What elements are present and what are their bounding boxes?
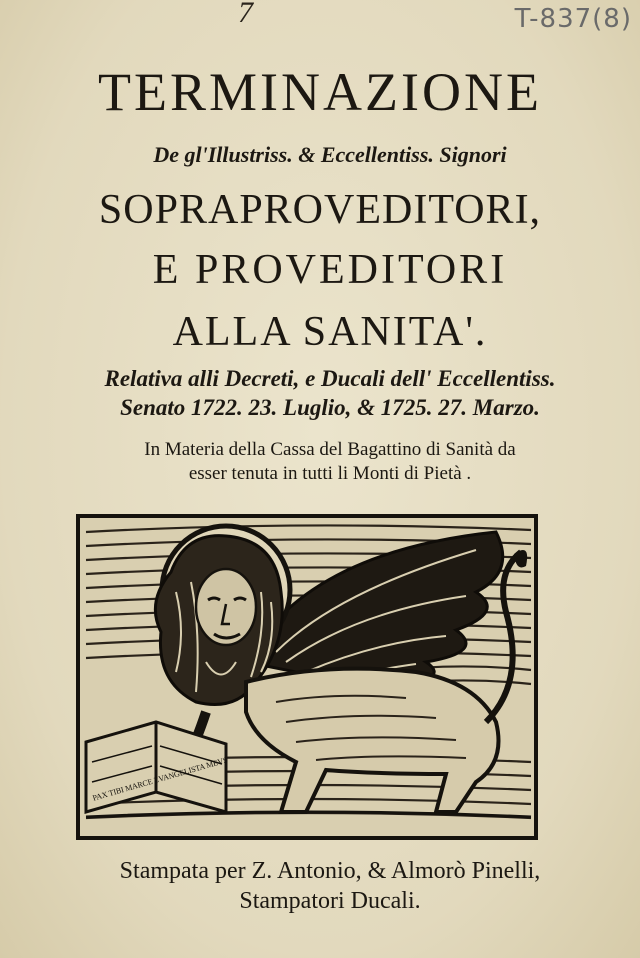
lion-of-saint-mark-woodcut bbox=[76, 512, 538, 842]
book-inscription: PAX TIBI MARCE EVANGELISTA MEVS bbox=[91, 755, 229, 803]
heading-proveditori: E PROVEDITORI bbox=[152, 247, 508, 293]
reference-line-2: Senato 1722. 23. Luglio, & 1725. 27. Marzo. bbox=[120, 395, 540, 420]
imprint-line-1: Stampata per Z. Antonio, & Almorò Pinelli, bbox=[119, 858, 541, 884]
reference-line-1: Relativa alli Decreti, e Ducali dell' Eccellentiss. bbox=[104, 366, 556, 391]
subject-line-2: esser tenuta in tutti li Monti di Pietà . bbox=[188, 463, 472, 484]
imprint-line-2: Stampatori Ducali. bbox=[239, 888, 421, 914]
subject-line-1: In Materia della Cassa del Bagattino di Sanità da bbox=[144, 439, 516, 460]
honorific-line: De gl'Illustriss. & Eccellentiss. Signori bbox=[153, 142, 507, 167]
heading-sopraproveditori: SOPRAPROVEDITORI, bbox=[98, 187, 542, 233]
page-corner-mark: 7 bbox=[238, 0, 253, 29]
heading-alla-sanita: ALLA SANITA'. bbox=[172, 309, 488, 355]
library-shelfmark: T-837(8) bbox=[514, 4, 632, 34]
document-title: TERMINAZIONE bbox=[98, 62, 542, 122]
